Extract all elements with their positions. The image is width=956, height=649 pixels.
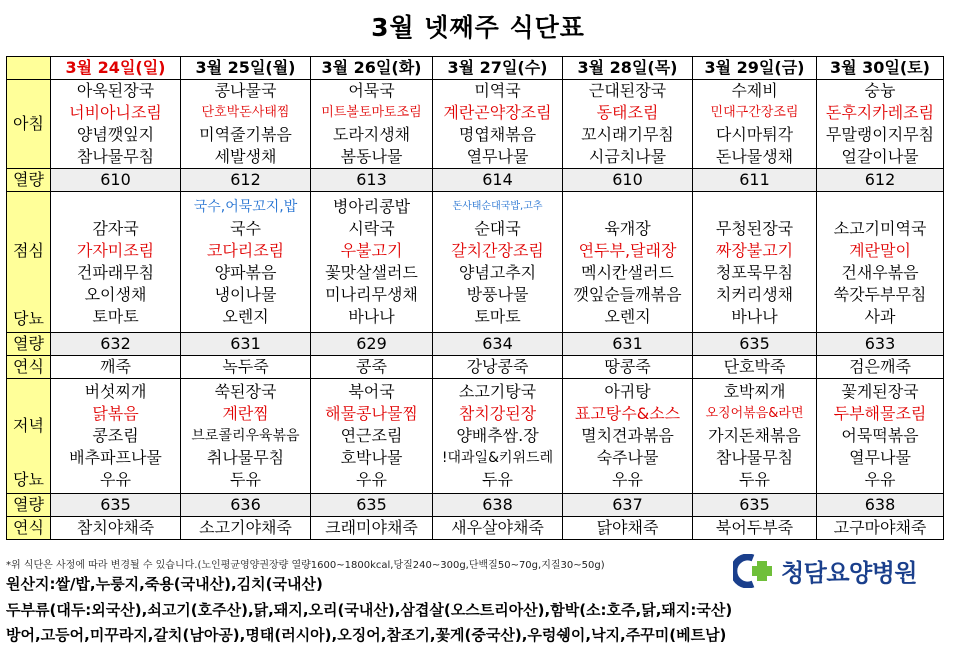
menu-item: 근대된장국 — [588, 81, 667, 100]
menu-item: 계란찜 — [222, 404, 269, 423]
menu-item: 버섯찌개 — [84, 382, 147, 401]
menu-item: 도라지생채 — [332, 125, 411, 144]
calorie-value: 611 — [693, 169, 817, 192]
snack-value: 참치야채죽 — [51, 517, 181, 540]
snack-value: 북어두부죽 — [693, 517, 817, 540]
calorie-value: 629 — [311, 333, 433, 356]
menu-item: 오이생채 — [84, 285, 147, 304]
menu-item: 호박찌개 — [723, 382, 786, 401]
breakfast-cell — [51, 80, 181, 169]
dinner-cell — [817, 379, 944, 494]
calorie-value: 634 — [433, 333, 563, 356]
menu-item: 미나리무생채 — [325, 285, 418, 304]
snack-row — [7, 517, 944, 540]
lunch-special-note — [693, 196, 816, 218]
calorie-value: 635 — [311, 494, 433, 517]
menu-item: 오렌지 — [604, 307, 651, 326]
menu-item: 시락국 — [348, 219, 395, 238]
lunch-label: 점심 — [13, 241, 44, 260]
dinner-cell — [433, 379, 563, 494]
menu-item: 사과 — [864, 307, 896, 326]
menu-item: 소고기미역국 — [833, 219, 927, 238]
lunch-special-note — [563, 196, 692, 218]
menu-item: 오렌지 — [222, 307, 269, 326]
menu-item: 연두부,달래장 — [578, 241, 677, 260]
menu-item: 방풍나물 — [466, 285, 529, 304]
snack-value: 닭야채죽 — [563, 517, 693, 540]
hospital-logo-icon — [733, 554, 777, 588]
menu-item: 감자국 — [92, 219, 139, 238]
snack-value: 강낭콩죽 — [433, 356, 563, 379]
menu-item: 코다리조림 — [206, 241, 285, 260]
hospital-logo — [733, 553, 917, 588]
breakfast-cell — [693, 80, 817, 169]
day-header: 3월 26일(화) — [311, 57, 433, 80]
snack-label: 연식 — [7, 517, 51, 540]
origin-line-1: 원산지:쌀/밥,누룽지,죽용(국내산),김치(국내산) — [6, 575, 323, 593]
day-header: 3월 29일(금) — [693, 57, 817, 80]
snack-value: 콩죽 — [311, 356, 433, 379]
menu-item: 북어국 — [348, 382, 395, 401]
menu-item: 무청된장국 — [715, 219, 794, 238]
menu-item: 꽃맛살샐러드 — [325, 263, 418, 282]
menu-item: 열무나물 — [466, 147, 529, 166]
lunch-cell — [433, 192, 563, 333]
menu-item: 가자미조림 — [76, 241, 155, 260]
calorie-value: 610 — [51, 169, 181, 192]
menu-item: 치커리생채 — [715, 285, 794, 304]
menu-item: 아귀탕 — [604, 382, 651, 401]
menu-item: 냉이나물 — [214, 285, 277, 304]
calorie-value: 638 — [817, 494, 944, 517]
breakfast-cell — [311, 80, 433, 169]
header-row — [7, 57, 944, 80]
lunch-special-note: 국수,어묵꼬지,밥 — [193, 199, 298, 215]
calorie-value: 613 — [311, 169, 433, 192]
menu-item: 꽃게된장국 — [841, 382, 919, 401]
menu-item: 닭볶음 — [92, 404, 139, 423]
dinner-diabetic-label: 당뇨 — [13, 470, 44, 489]
menu-item: 우유 — [356, 470, 387, 489]
menu-item: 쑥갓두부무침 — [833, 285, 927, 304]
menu-item: 깻잎순들깨볶음 — [573, 285, 682, 304]
menu-item: 두유 — [482, 470, 513, 489]
lunch-special-note — [817, 196, 943, 218]
day-header: 3월 25일(월) — [181, 57, 311, 80]
dinner-cell — [311, 379, 433, 494]
menu-item: 콩조림 — [92, 426, 139, 445]
snack-value: 소고기야채죽 — [181, 517, 311, 540]
menu-item: 동태조림 — [596, 103, 659, 122]
menu-item: 짜장불고기 — [715, 241, 794, 260]
calorie-value: 610 — [563, 169, 693, 192]
calorie-label: 열량 — [7, 494, 51, 517]
snack-value: 땅콩죽 — [563, 356, 693, 379]
menu-item: 바나나 — [731, 307, 778, 326]
menu-item: 얼갈이나물 — [841, 147, 919, 166]
origin-line-2: 두부류(대두:외국산),쇠고기(호주산),닭,돼지,오리(국내산),삼겹살(오스트리아산),함박(소:호주,닭,돼지:국산) — [6, 601, 733, 619]
snack-row — [7, 356, 944, 379]
menu-item: 다시마튀각 — [715, 125, 794, 144]
snack-value: 검은깨죽 — [817, 356, 944, 379]
menu-item: 청포묵무침 — [715, 263, 794, 282]
menu-item: 참나물무침 — [76, 147, 155, 166]
calorie-value: 637 — [563, 494, 693, 517]
menu-item: 바나나 — [348, 307, 395, 326]
breakfast-cell — [433, 80, 563, 169]
menu-item: 국수 — [230, 219, 261, 238]
snack-label: 연식 — [7, 356, 51, 379]
menu-item: 열무나물 — [849, 448, 911, 467]
breakfast-label: 아침 — [7, 80, 51, 169]
menu-item: 해물콩나물찜 — [325, 404, 418, 423]
menu-item: 명엽채볶음 — [458, 125, 537, 144]
menu-item: 세발생채 — [214, 147, 277, 166]
calorie-value: 612 — [181, 169, 311, 192]
menu-item: 우유 — [100, 470, 131, 489]
day-header: 3월 27일(수) — [433, 57, 563, 80]
hospital-name: 청담요양병원 — [781, 559, 918, 587]
menu-item: 계란곤약장조림 — [443, 103, 552, 122]
dinner-row — [7, 379, 944, 494]
lunch-row — [7, 192, 944, 333]
dinner-cell — [693, 379, 817, 494]
menu-item: 멕시칸샐러드 — [581, 263, 674, 282]
snack-value: 고구마야채죽 — [817, 517, 944, 540]
dinner-calorie-row — [7, 494, 944, 517]
breakfast-cell — [563, 80, 693, 169]
calorie-value: 635 — [51, 494, 181, 517]
menu-item: 브로콜리우육볶음 — [191, 428, 300, 444]
dinner-cell — [563, 379, 693, 494]
menu-item: 미역줄기볶음 — [199, 125, 292, 144]
lunch-cell — [563, 192, 693, 333]
calorie-value: 638 — [433, 494, 563, 517]
menu-item: 쑥된장국 — [214, 382, 277, 401]
origin-line-3: 방어,고등어,미꾸라지,갈치(남아공),명태(러시아),오징어,참조기,꽃게(중국산),우렁쉥이,낙지,주꾸미(베트남) — [6, 626, 727, 644]
menu-item: 계란말이 — [849, 241, 911, 260]
menu-item: 호박나물 — [340, 448, 403, 467]
menu-item: 양념고추지 — [458, 263, 537, 282]
lunch-special-note: 돈사태순대국밥,고추 — [452, 201, 543, 212]
calorie-value: 631 — [181, 333, 311, 356]
menu-item: 양배추쌈.장 — [456, 426, 539, 445]
menu-item: 갈치간장조림 — [451, 241, 544, 260]
menu-item: 토마토 — [474, 307, 521, 326]
menu-item: 순대국 — [474, 219, 521, 238]
menu-item: 참치강된장 — [458, 404, 537, 423]
calorie-value: 612 — [817, 169, 944, 192]
calorie-value: 635 — [693, 333, 817, 356]
menu-item: 숭늉 — [864, 81, 896, 100]
dinner-cell — [51, 379, 181, 494]
menu-item: !대과일&키위드레 — [441, 450, 554, 466]
menu-item: 어묵국 — [348, 81, 395, 100]
calorie-value: 632 — [51, 333, 181, 356]
lunch-special-note: 병아리콩밥 — [332, 197, 411, 216]
menu-item: 미트볼토마토조림 — [321, 105, 422, 120]
calorie-label: 열량 — [7, 169, 51, 192]
calorie-value: 614 — [433, 169, 563, 192]
lunch-cell — [693, 192, 817, 333]
menu-item: 취나물무침 — [206, 448, 285, 467]
menu-item: 배추파프나물 — [69, 448, 162, 467]
nutrition-footnote: *위 식단은 사정에 따라 변경될 수 있습니다.(노인평균영양권장량 열량1600~1800kcal,당질240~300g,단백질50~70g,지질30~50g) — [6, 560, 605, 571]
menu-item: 미역국 — [474, 81, 521, 100]
menu-item: 시금치나물 — [588, 147, 667, 166]
menu-item: 민대구간장조림 — [710, 105, 799, 120]
dinner-cell — [181, 379, 311, 494]
lunch-diabetic-label: 당뇨 — [13, 309, 44, 328]
menu-item: 무말랭이지무침 — [825, 125, 935, 144]
menu-item: 멸치견과볶음 — [581, 426, 674, 445]
menu-item: 너비아니조림 — [69, 103, 162, 122]
menu-item: 건새우볶음 — [841, 263, 919, 282]
menu-item: 돈나물생채 — [715, 147, 794, 166]
calorie-value: 633 — [817, 333, 944, 356]
menu-table — [6, 56, 944, 540]
snack-value: 새우살야채죽 — [433, 517, 563, 540]
menu-item: 두유 — [230, 470, 261, 489]
day-header: 3월 30일(토) — [817, 57, 944, 80]
dinner-label-cell — [7, 379, 51, 494]
menu-item: 우유 — [612, 470, 643, 489]
day-header: 3월 24일(일) — [51, 57, 181, 80]
menu-item: 아욱된장국 — [76, 81, 155, 100]
day-header: 3월 28일(목) — [563, 57, 693, 80]
calorie-value: 636 — [181, 494, 311, 517]
menu-item: 건파래무침 — [76, 263, 155, 282]
snack-value: 녹두죽 — [181, 356, 311, 379]
menu-item: 연근조림 — [340, 426, 403, 445]
menu-item: 표고탕수&소스 — [574, 404, 681, 423]
menu-item: 육개장 — [604, 219, 651, 238]
breakfast-cell — [817, 80, 944, 169]
lunch-label-cell — [7, 192, 51, 333]
menu-item: 우불고기 — [340, 241, 403, 260]
page-title: 3월 넷째주 식단표 — [371, 13, 585, 42]
lunch-cell — [817, 192, 944, 333]
menu-item: 어묵떡볶음 — [841, 426, 919, 445]
menu-item: 오징어볶음&라면 — [705, 406, 804, 421]
breakfast-row — [7, 80, 944, 169]
snack-value: 크래미야채죽 — [311, 517, 433, 540]
calorie-value: 631 — [563, 333, 693, 356]
menu-item: 돈후지카레조림 — [825, 103, 935, 122]
menu-item: 콩나물국 — [214, 81, 277, 100]
snack-value: 단호박죽 — [693, 356, 817, 379]
lunch-cell — [181, 192, 311, 333]
menu-item: 우유 — [864, 470, 896, 489]
corner-cell — [7, 57, 51, 80]
lunch-special-note — [51, 196, 180, 218]
menu-item: 양파볶음 — [214, 263, 277, 282]
dinner-label: 저녁 — [13, 416, 44, 435]
menu-item: 두부해물조림 — [833, 404, 927, 423]
calorie-value: 635 — [693, 494, 817, 517]
menu-item: 봄동나물 — [340, 147, 403, 166]
menu-item: 참나물무침 — [715, 448, 794, 467]
menu-item: 가지돈채볶음 — [708, 426, 801, 445]
menu-item: 두유 — [739, 470, 770, 489]
breakfast-calorie-row — [7, 169, 944, 192]
lunch-cell — [51, 192, 181, 333]
menu-item: 양념깻잎지 — [76, 125, 155, 144]
menu-item: 토마토 — [92, 307, 139, 326]
menu-item: 수제비 — [731, 81, 778, 100]
calorie-label: 열량 — [7, 333, 51, 356]
menu-item: 단호박돈사태찜 — [201, 105, 290, 120]
lunch-calorie-row — [7, 333, 944, 356]
menu-item: 꼬시래기무침 — [581, 125, 674, 144]
menu-item: 소고기탕국 — [458, 382, 537, 401]
breakfast-cell — [181, 80, 311, 169]
lunch-cell — [311, 192, 433, 333]
menu-item: 숙주나물 — [596, 448, 659, 467]
snack-value: 깨죽 — [51, 356, 181, 379]
